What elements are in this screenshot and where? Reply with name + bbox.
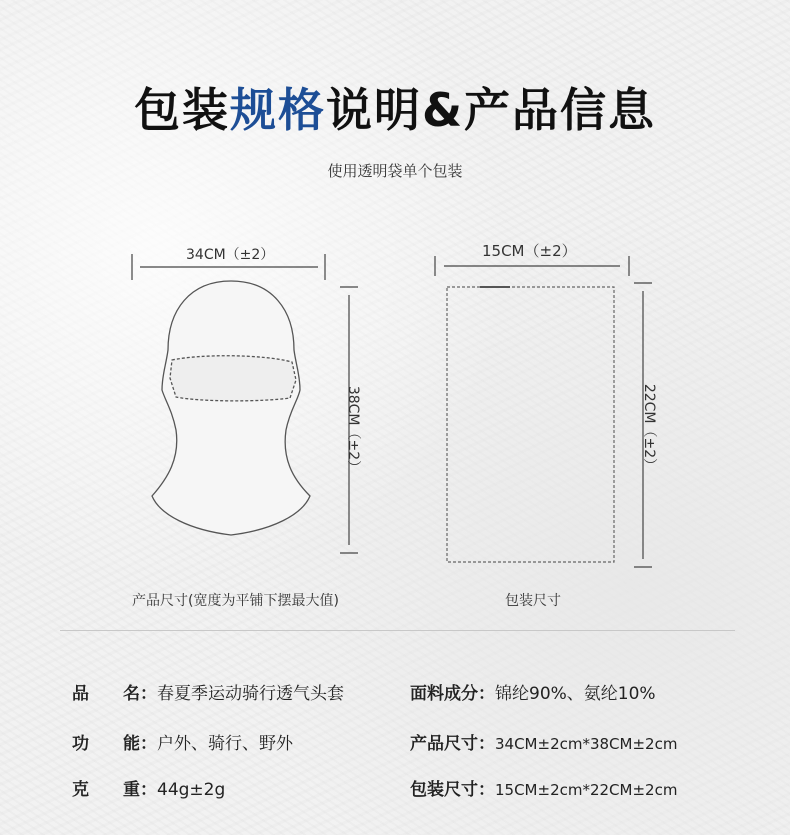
spec-function [72, 729, 293, 754]
balaclava-icon [152, 281, 310, 535]
spec-value: 锦纶90%、氨纶10% [495, 684, 656, 704]
spec-value: 户外、骑行、野外 [157, 734, 293, 754]
spec-package-size [410, 775, 677, 800]
product-size-caption: 产品尺寸(宽度为平铺下摆最大值) [132, 593, 339, 609]
spec-key: 产品尺寸： [410, 734, 495, 754]
title-accent: 规格 [229, 83, 326, 137]
title-part-1: 包装 [133, 83, 230, 137]
spec-key: 功 能： [72, 734, 157, 754]
product-height-label: 38CM（±2） [345, 385, 362, 475]
spec-product-size [410, 729, 677, 754]
package-size-caption: 包装尺寸 [505, 593, 561, 609]
spec-value: 44g±2g [157, 780, 226, 800]
spec-value: 34CM±2cm*38CM±2cm [495, 735, 678, 753]
spec-key: 品 名： [72, 684, 157, 704]
spec-key: 包装尺寸： [410, 780, 495, 800]
spec-fabric [410, 679, 656, 704]
packaging-note: 使用透明袋单个包装 [327, 162, 463, 180]
spec-weight [72, 775, 225, 800]
package-width-label: 15CM（±2） [482, 242, 577, 260]
title-part-2: 说明&产品信息 [325, 83, 657, 137]
spec-value: 15CM±2cm*22CM±2cm [495, 781, 678, 799]
spec-product-name [72, 679, 344, 704]
package-bag-outline [447, 287, 614, 562]
spec-value: 春夏季运动骑行透气头套 [157, 684, 344, 704]
spec-key: 面料成分： [410, 684, 495, 704]
spec-key: 克 重： [72, 780, 157, 800]
product-width-label: 34CM（±2） [186, 247, 275, 263]
package-height-label: 22CM（±2） [641, 383, 658, 473]
section-divider [60, 630, 735, 631]
